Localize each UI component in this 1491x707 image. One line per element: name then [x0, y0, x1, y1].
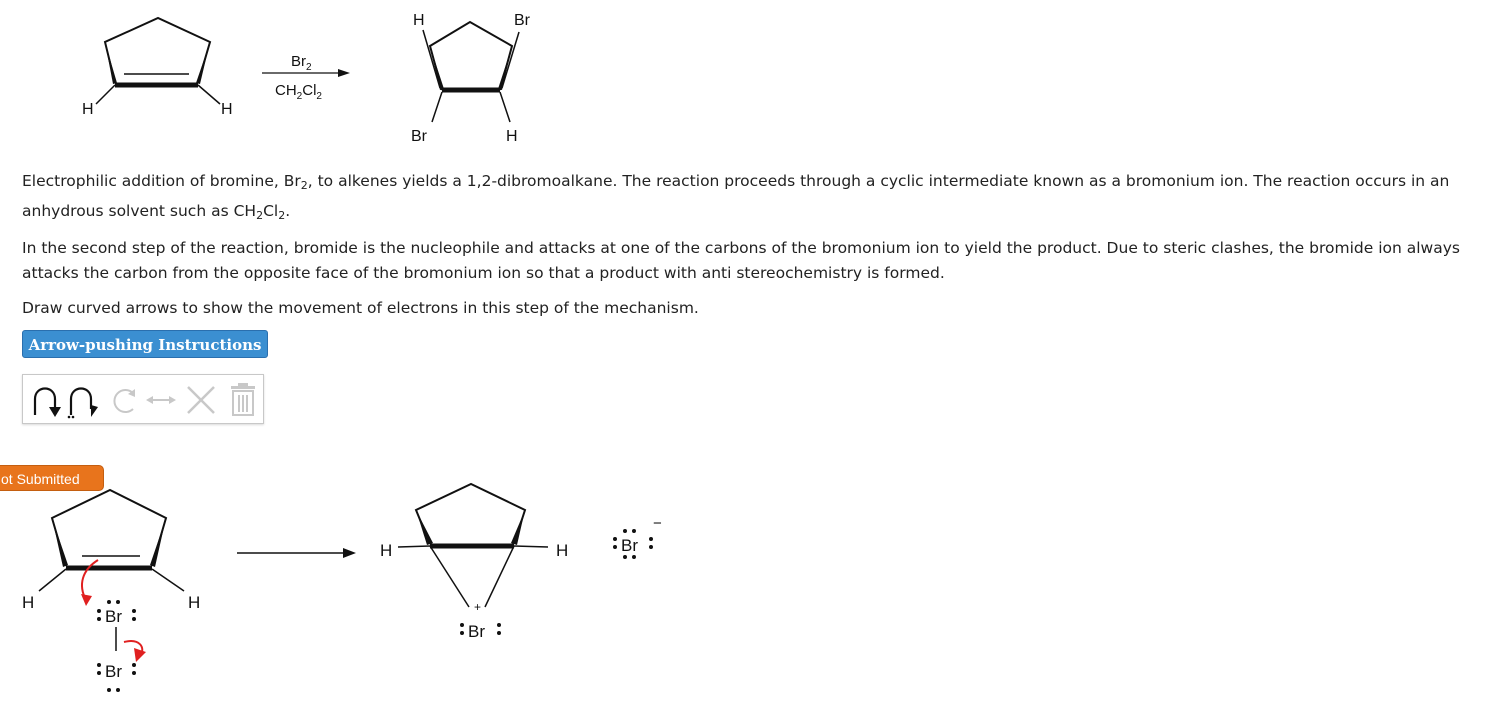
- mechanism-arrow: [237, 548, 356, 558]
- bromonium-h-right: H: [556, 541, 569, 560]
- bromonium-ion: [398, 484, 548, 607]
- arrow-pushing-instructions-button[interactable]: Arrow-pushing Instructions: [22, 330, 268, 358]
- curved-arrow-half-icon[interactable]: [63, 381, 99, 419]
- product-h-bottom: H: [506, 128, 518, 145]
- product-br-bottom: Br: [411, 128, 427, 145]
- reagent-bromine: $Br_2$: [291, 53, 312, 73]
- instruction-paragraph: Draw curved arrows to show the movement of electrons in this step of the mechanism.: [22, 299, 699, 317]
- reactant-h-right: H: [221, 101, 233, 118]
- bromonium-plus-charge: +: [474, 600, 482, 614]
- resonance-arrow-icon: [143, 381, 179, 419]
- mech-h-right: H: [188, 593, 201, 612]
- product-h-top: H: [413, 12, 425, 29]
- trash-icon: [225, 381, 261, 419]
- bromide-minus-charge: −: [653, 515, 662, 532]
- bromide-ion[interactable]: Br: [621, 536, 638, 555]
- product-br-top: Br: [514, 12, 530, 29]
- status-badge: ot Submitted: [0, 465, 104, 491]
- br-atom-lower[interactable]: Br: [105, 662, 122, 681]
- intro-paragraph: Electrophilic addition of bromine, $Br_2$, to alkenes yields a 1,2-dibromoalkane. The reaction proceeds through a cyclic intermediate known as a bromonium ion. The reaction occurs in an anhydrous solvent such as $CH_2Cl_2$.: [22, 172, 1450, 222]
- dibromocyclopentane-product: [423, 22, 519, 122]
- mech-h-left: H: [22, 593, 35, 612]
- br-atom-upper[interactable]: Br: [105, 607, 122, 626]
- bromonium-h-left: H: [380, 541, 393, 560]
- step-two-paragraph: In the second step of the reaction, bromide is the nucleophile and attacks at one of the carbons of the bromonium ion to yield the product. Due to steric clashes, the bromide ion always attacks the carbon from the opposite face of the bromonium ion so that a product with anti stereochemistry is formed.: [22, 239, 1460, 282]
- ring-rotate-icon: [105, 381, 141, 419]
- reactant-h-left: H: [82, 101, 94, 118]
- solvent-label: $CH_2Cl_2$: [275, 82, 322, 102]
- bromonium-br-atom[interactable]: Br: [468, 622, 485, 641]
- mechanism-alkene: [39, 490, 184, 651]
- delete-x-icon: [183, 381, 219, 419]
- cyclopentene-reactant: [96, 18, 220, 104]
- curved-arrow-full-icon[interactable]: [27, 381, 63, 419]
- drawing-toolbar: [22, 374, 264, 424]
- curved-arrow-br-br-bond[interactable]: [124, 641, 146, 662]
